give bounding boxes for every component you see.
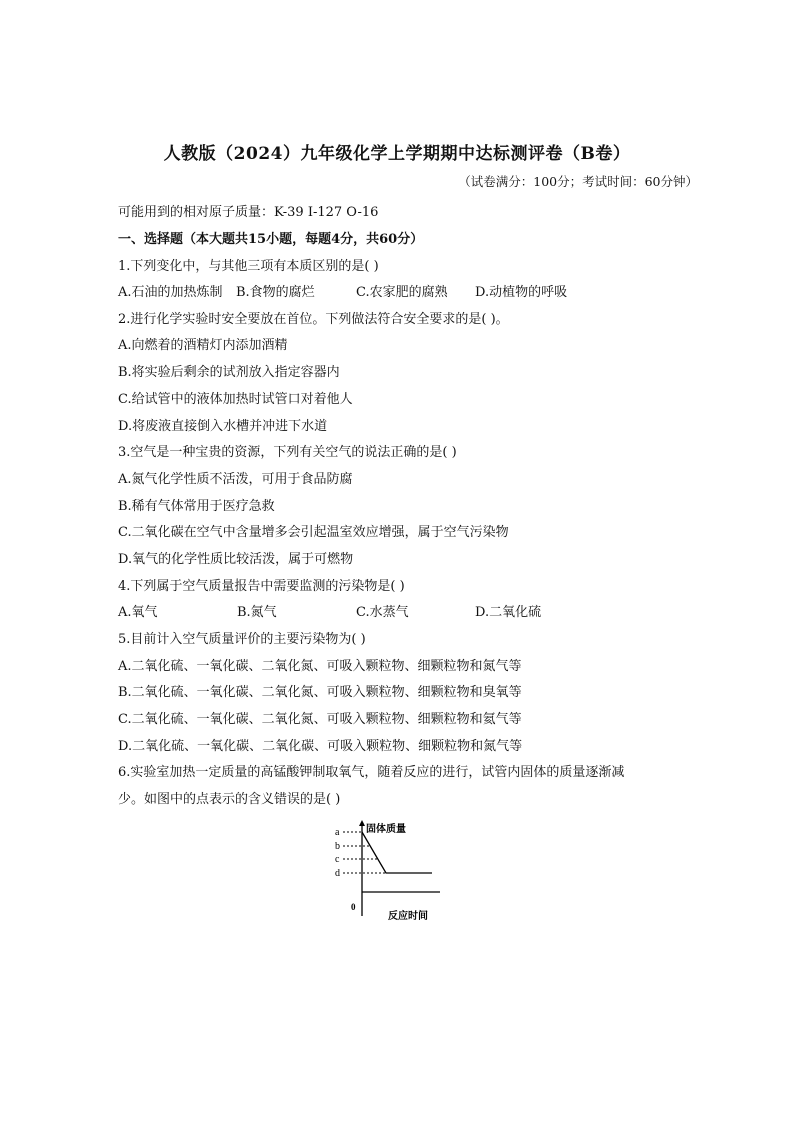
question-3-option-c: C.二氧化碳在空气中含量增多会引起温室效应增强，属于空气污染物 [118, 525, 509, 540]
question-5-option-b: B.二氧化硫、一氧化碳、二氧化氮、可吸入颗粒物、细颗粒物和臭氧等 [118, 685, 522, 700]
question-1-option-b: B.食物的腐烂 [236, 285, 315, 300]
question-4-option-d: D.二氧化硫 [475, 605, 542, 620]
section-heading: 一、选择题（本大题共15小题，每题4分，共60分） [118, 232, 424, 247]
question-1-option-a: A.石油的加热炼制 [118, 285, 223, 300]
exam-subtitle: （试卷满分：100分；考试时间：60分钟） [458, 174, 698, 189]
question-1-stem: 1.下列变化中，与其他三项有本质区别的是( ) [118, 259, 379, 274]
origin-label: 0 [351, 902, 356, 912]
question-5-option-a: A.二氧化硫、一氧化碳、二氧化氮、可吸入颗粒物、细颗粒物和氮气等 [118, 659, 522, 674]
question-2-option-b: B.将实验后剩余的试剂放入指定容器内 [118, 365, 340, 380]
point-label-d: d [335, 868, 340, 879]
question-2-stem: 2.进行化学实验时安全要放在首位。下列做法符合安全要求的是( )。 [118, 312, 509, 327]
point-label-b: b [335, 841, 340, 852]
question-2-option-c: C.给试管中的液体加热时试管口对着他人 [118, 392, 353, 407]
question-4-option-a: A.氧气 [118, 605, 158, 620]
exam-title: 人教版（2024）九年级化学上学期期中达标测评卷（B卷） [163, 144, 631, 164]
question-4-option-c: C.水蒸气 [356, 605, 409, 620]
question-3-stem: 3.空气是一种宝贵的资源，下列有关空气的说法正确的是( ) [118, 445, 457, 460]
question-6-stem-line-2: 少。如图中的点表示的含义错误的是( ) [118, 792, 341, 807]
question-3-option-a: A.氮气化学性质不活泼，可用于食品防腐 [118, 472, 353, 487]
question-1-option-c: C.农家肥的腐熟 [356, 285, 448, 300]
question-5-stem: 5.目前计入空气质量评价的主要污染物为( ) [118, 632, 366, 647]
question-6-stem-line-1: 6.实验室加热一定质量的高锰酸钾制取氧气，随着反应的进行，试管内固体的质量逐渐减 [118, 765, 625, 780]
mass-curve [362, 832, 432, 873]
question-1-option-d: D.动植物的呼吸 [475, 285, 568, 300]
y-axis-arrow [359, 820, 365, 826]
mass-time-graph [326, 820, 450, 924]
question-3-option-d: D.氧气的化学性质比较活泼，属于可燃物 [118, 552, 354, 567]
y-axis-label: 固体质量 [366, 824, 406, 835]
question-2-option-a: A.向燃着的酒精灯内添加酒精 [118, 338, 288, 353]
question-4-stem: 4.下列属于空气质量报告中需要监测的污染物是( ) [118, 579, 405, 594]
question-2-option-d: D.将废液直接倒入水槽并冲进下水道 [118, 419, 328, 434]
question-3-option-b: B.稀有气体常用于医疗急救 [118, 499, 275, 514]
question-5-option-d: D.二氧化硫、一氧化碳、二氧化碳、可吸入颗粒物、细颗粒物和氮气等 [118, 739, 523, 754]
question-4-option-b: B.氮气 [237, 605, 277, 620]
point-label-a: a [335, 827, 340, 838]
atomic-masses: 可能用到的相对原子质量：K-39 I-127 O-16 [118, 205, 379, 220]
question-5-option-c: C.二氧化硫、一氧化碳、二氧化氮、可吸入颗粒物、细颗粒物和氦气等 [118, 712, 522, 727]
x-axis-label: 反应时间 [388, 911, 428, 922]
point-label-c: c [335, 854, 340, 865]
